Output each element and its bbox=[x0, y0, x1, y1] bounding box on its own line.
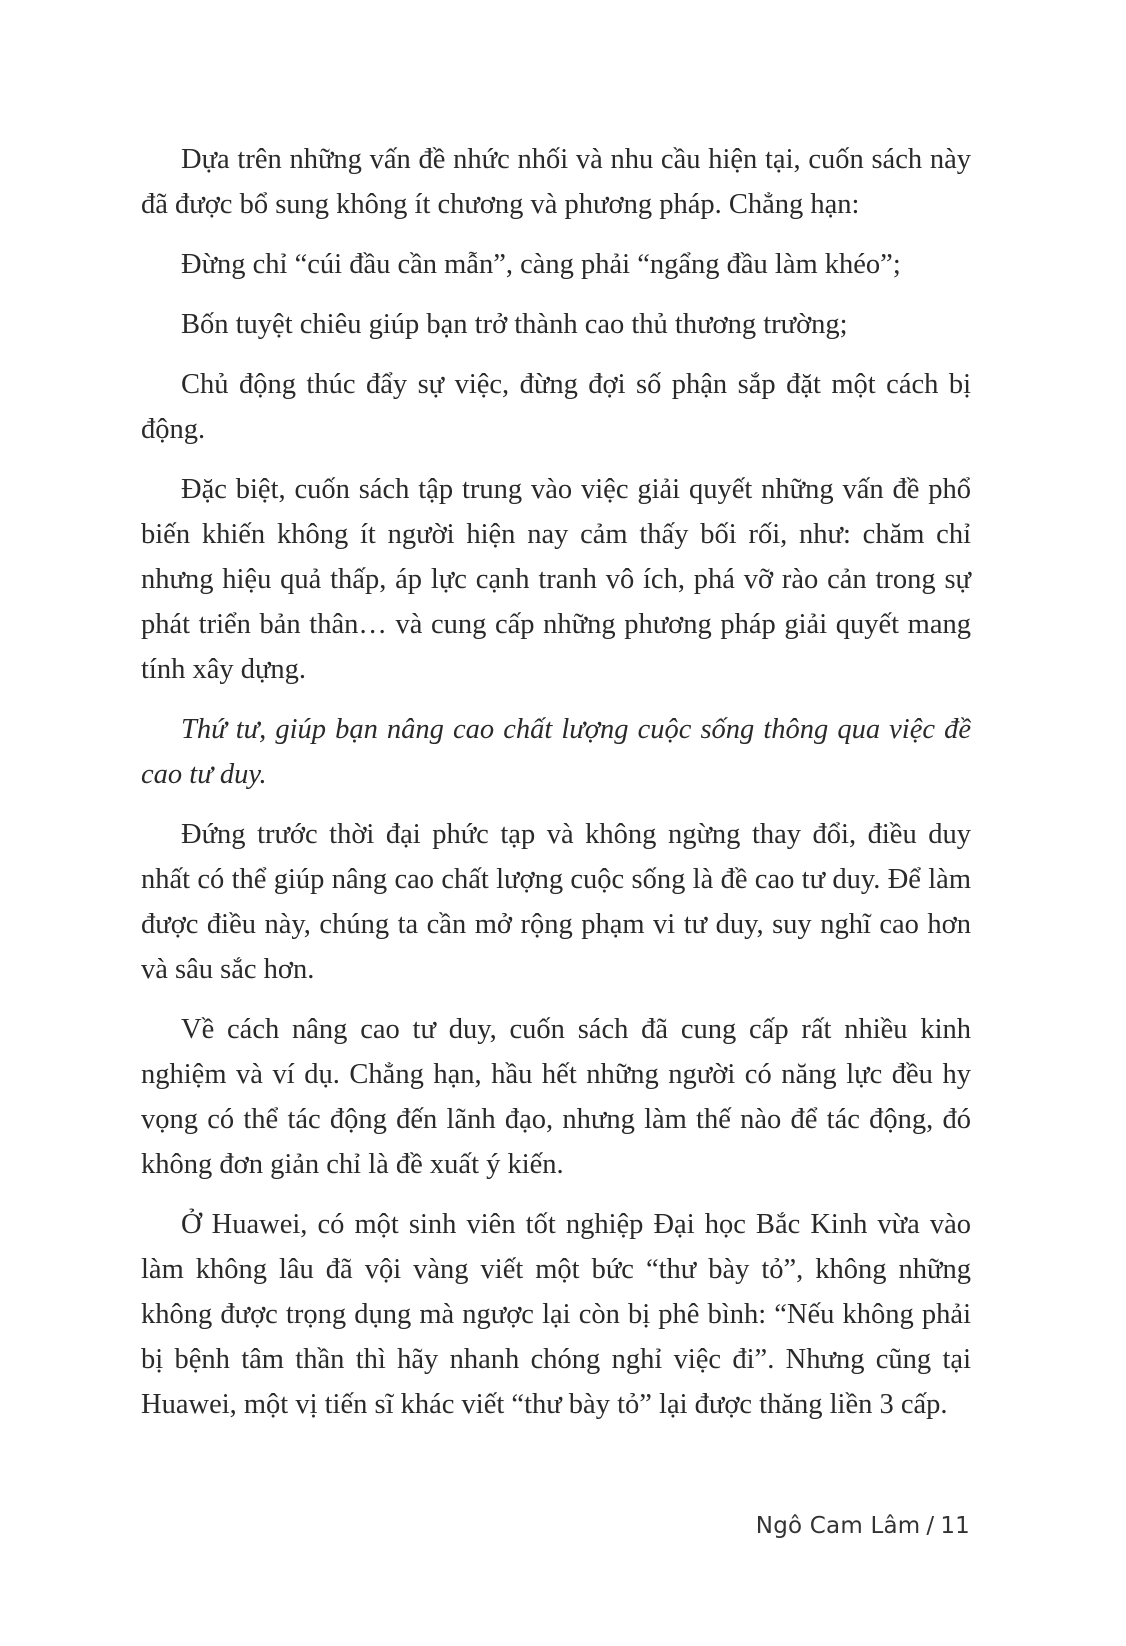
paragraph-example-1: Đừng chỉ “cúi đầu cần mẫn”, càng phải “ngẩng đầu làm khéo”; bbox=[181, 249, 901, 280]
paragraph-intro: Dựa trên những vấn đề nhức nhối và nhu cầu hiện tại, cuốn sách này đã được bổ sung không ít chương và phương pháp. Chẳng hạn: bbox=[141, 144, 971, 220]
page-number: 11 bbox=[940, 1513, 970, 1539]
section-heading-fourth: Thứ tư, giúp bạn nâng cao chất lượng cuộc sống thông qua việc đề cao tư duy. bbox=[141, 714, 971, 790]
paragraph-methods: Về cách nâng cao tư duy, cuốn sách đã cung cấp rất nhiều kinh nghiệm và ví dụ. Chẳng hạn, hầu hết những người có năng lực đều hy vọng có thể tác động đến lãnh đạo, nhưng làm thế nào để tác động, đó không đơn giản chỉ là đề xuất ý kiến. bbox=[141, 1014, 971, 1180]
body-text bbox=[141, 137, 971, 1442]
footer-separator: / bbox=[926, 1513, 935, 1539]
paragraph-example-2: Bốn tuyệt chiêu giúp bạn trở thành cao thủ thương trường; bbox=[181, 309, 848, 340]
paragraph-era: Đứng trước thời đại phức tạp và không ngừng thay đổi, điều duy nhất có thể giúp nâng cao chất lượng cuộc sống là đề cao tư duy. Để làm được điều này, chúng ta cần mở rộng phạm vi tư duy, suy nghĩ cao hơn và sâu sắc hơn. bbox=[141, 819, 971, 985]
paragraph-huawei: Ở Huawei, có một sinh viên tốt nghiệp Đại học Bắc Kinh vừa vào làm không lâu đã vội vàng viết một bức “thư bày tỏ”, không những không được trọng dụng mà ngược lại còn bị phê bình: “Nếu không phải bị bệnh tâm thần thì hãy nhanh chóng nghỉ việc đi”. Nhưng cũng tại Huawei, một vị tiến sĩ khác viết “thư bày tỏ” lại được thăng liền 3 cấp. bbox=[141, 1209, 971, 1420]
paragraph-example-3: Chủ động thúc đẩy sự việc, đừng đợi số phận sắp đặt một cách bị động. bbox=[141, 369, 971, 445]
paragraph-focus: Đặc biệt, cuốn sách tập trung vào việc giải quyết những vấn đề phổ biến khiến không ít người hiện nay cảm thấy bối rối, như: chăm chỉ nhưng hiệu quả thấp, áp lực cạnh tranh vô ích, phá vỡ rào cản trong sự phát triển bản thân… và cung cấp những phương pháp giải quyết mang tính xây dựng. bbox=[141, 474, 971, 685]
footer-author: Ngô Cam Lâm bbox=[755, 1513, 921, 1539]
page-footer bbox=[756, 1513, 970, 1539]
